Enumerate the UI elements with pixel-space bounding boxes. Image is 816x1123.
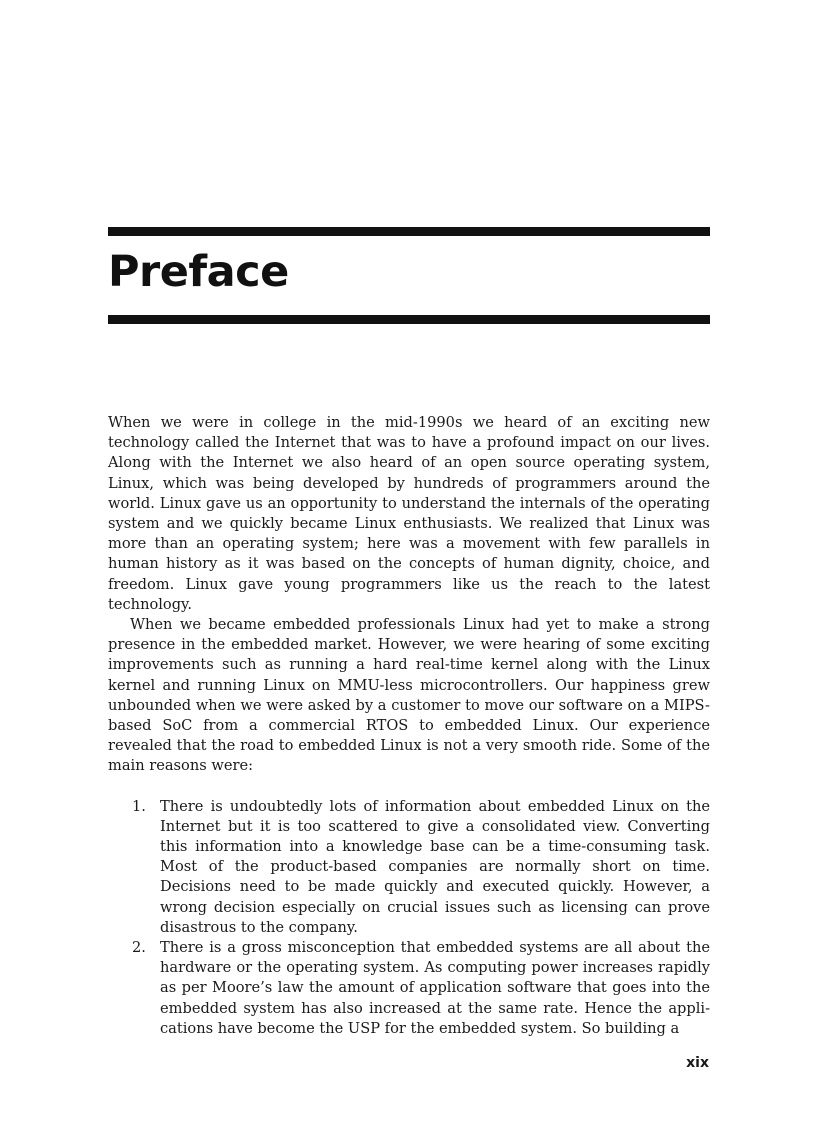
reasons-list	[108, 797, 710, 1039]
paragraph-intro: When we were in college in the mid-1990s we heard of an exciting new technology called the Internet that was to have a profound impact on our lives. Along with the Internet we also heard of an open source operating system, Linux, which was being developed by hundreds of programmers around the world. Linux gave us an opportunity to understand the internals of the operating system and we quickly became Linux enthusiasts. We realized that Linux was more than an operating system; here was a movement with few parallels in human history as it was based on the concepts of human dignity, choice, and freedom. Linux gave young programmers like us the reach to the latest technology.	[108, 414, 710, 613]
title-rule-top	[108, 227, 710, 236]
list-item	[108, 797, 710, 938]
body-text	[108, 413, 710, 1039]
list-item-text: There is undoubtedly lots of information about embedded Linux on the Internet but it is too scattered to give a consolidated view. Converting this information into a knowledge base can be a time-consuming task. Most of the product-based companies are normally short on time. Decisions need to be made quickly and executed quickly. However, a wrong decision especially on crucial issues such as licensing can prove disastrous to the company.	[160, 797, 710, 936]
list-item-number: 1.	[132, 797, 146, 815]
list-item	[108, 938, 710, 1039]
list-item-number: 2.	[132, 939, 146, 957]
title-rule-bottom	[108, 315, 710, 324]
list-item-text: There is a gross misconception that embedded systems are all about the hardware or the operating system. As computing power increases rapidly as per Moore’s law the amount of application software that goes into the embedded system has also increased at the same rate. Hence the applications have become the USP for the embedded system. So building a	[160, 939, 710, 1037]
page-number: xix	[686, 1055, 709, 1071]
paragraph-embedded: When we became embedded professionals Linux had yet to make a strong presence in the embedded market. However, we were hearing of some exciting improvements such as running a hard real-time kernel along with the Linux kernel and running Linux on MMU-less microcontrollers. Our happiness grew unbounded when we were asked by a customer to move our software on a MIPS-based SoC from a commercial RTOS to embedded Linux. Our experience revealed that the road to embedded Linux is not a very smooth ride. Some of the main reasons were:	[108, 616, 710, 775]
chapter-title: Preface	[108, 247, 289, 297]
